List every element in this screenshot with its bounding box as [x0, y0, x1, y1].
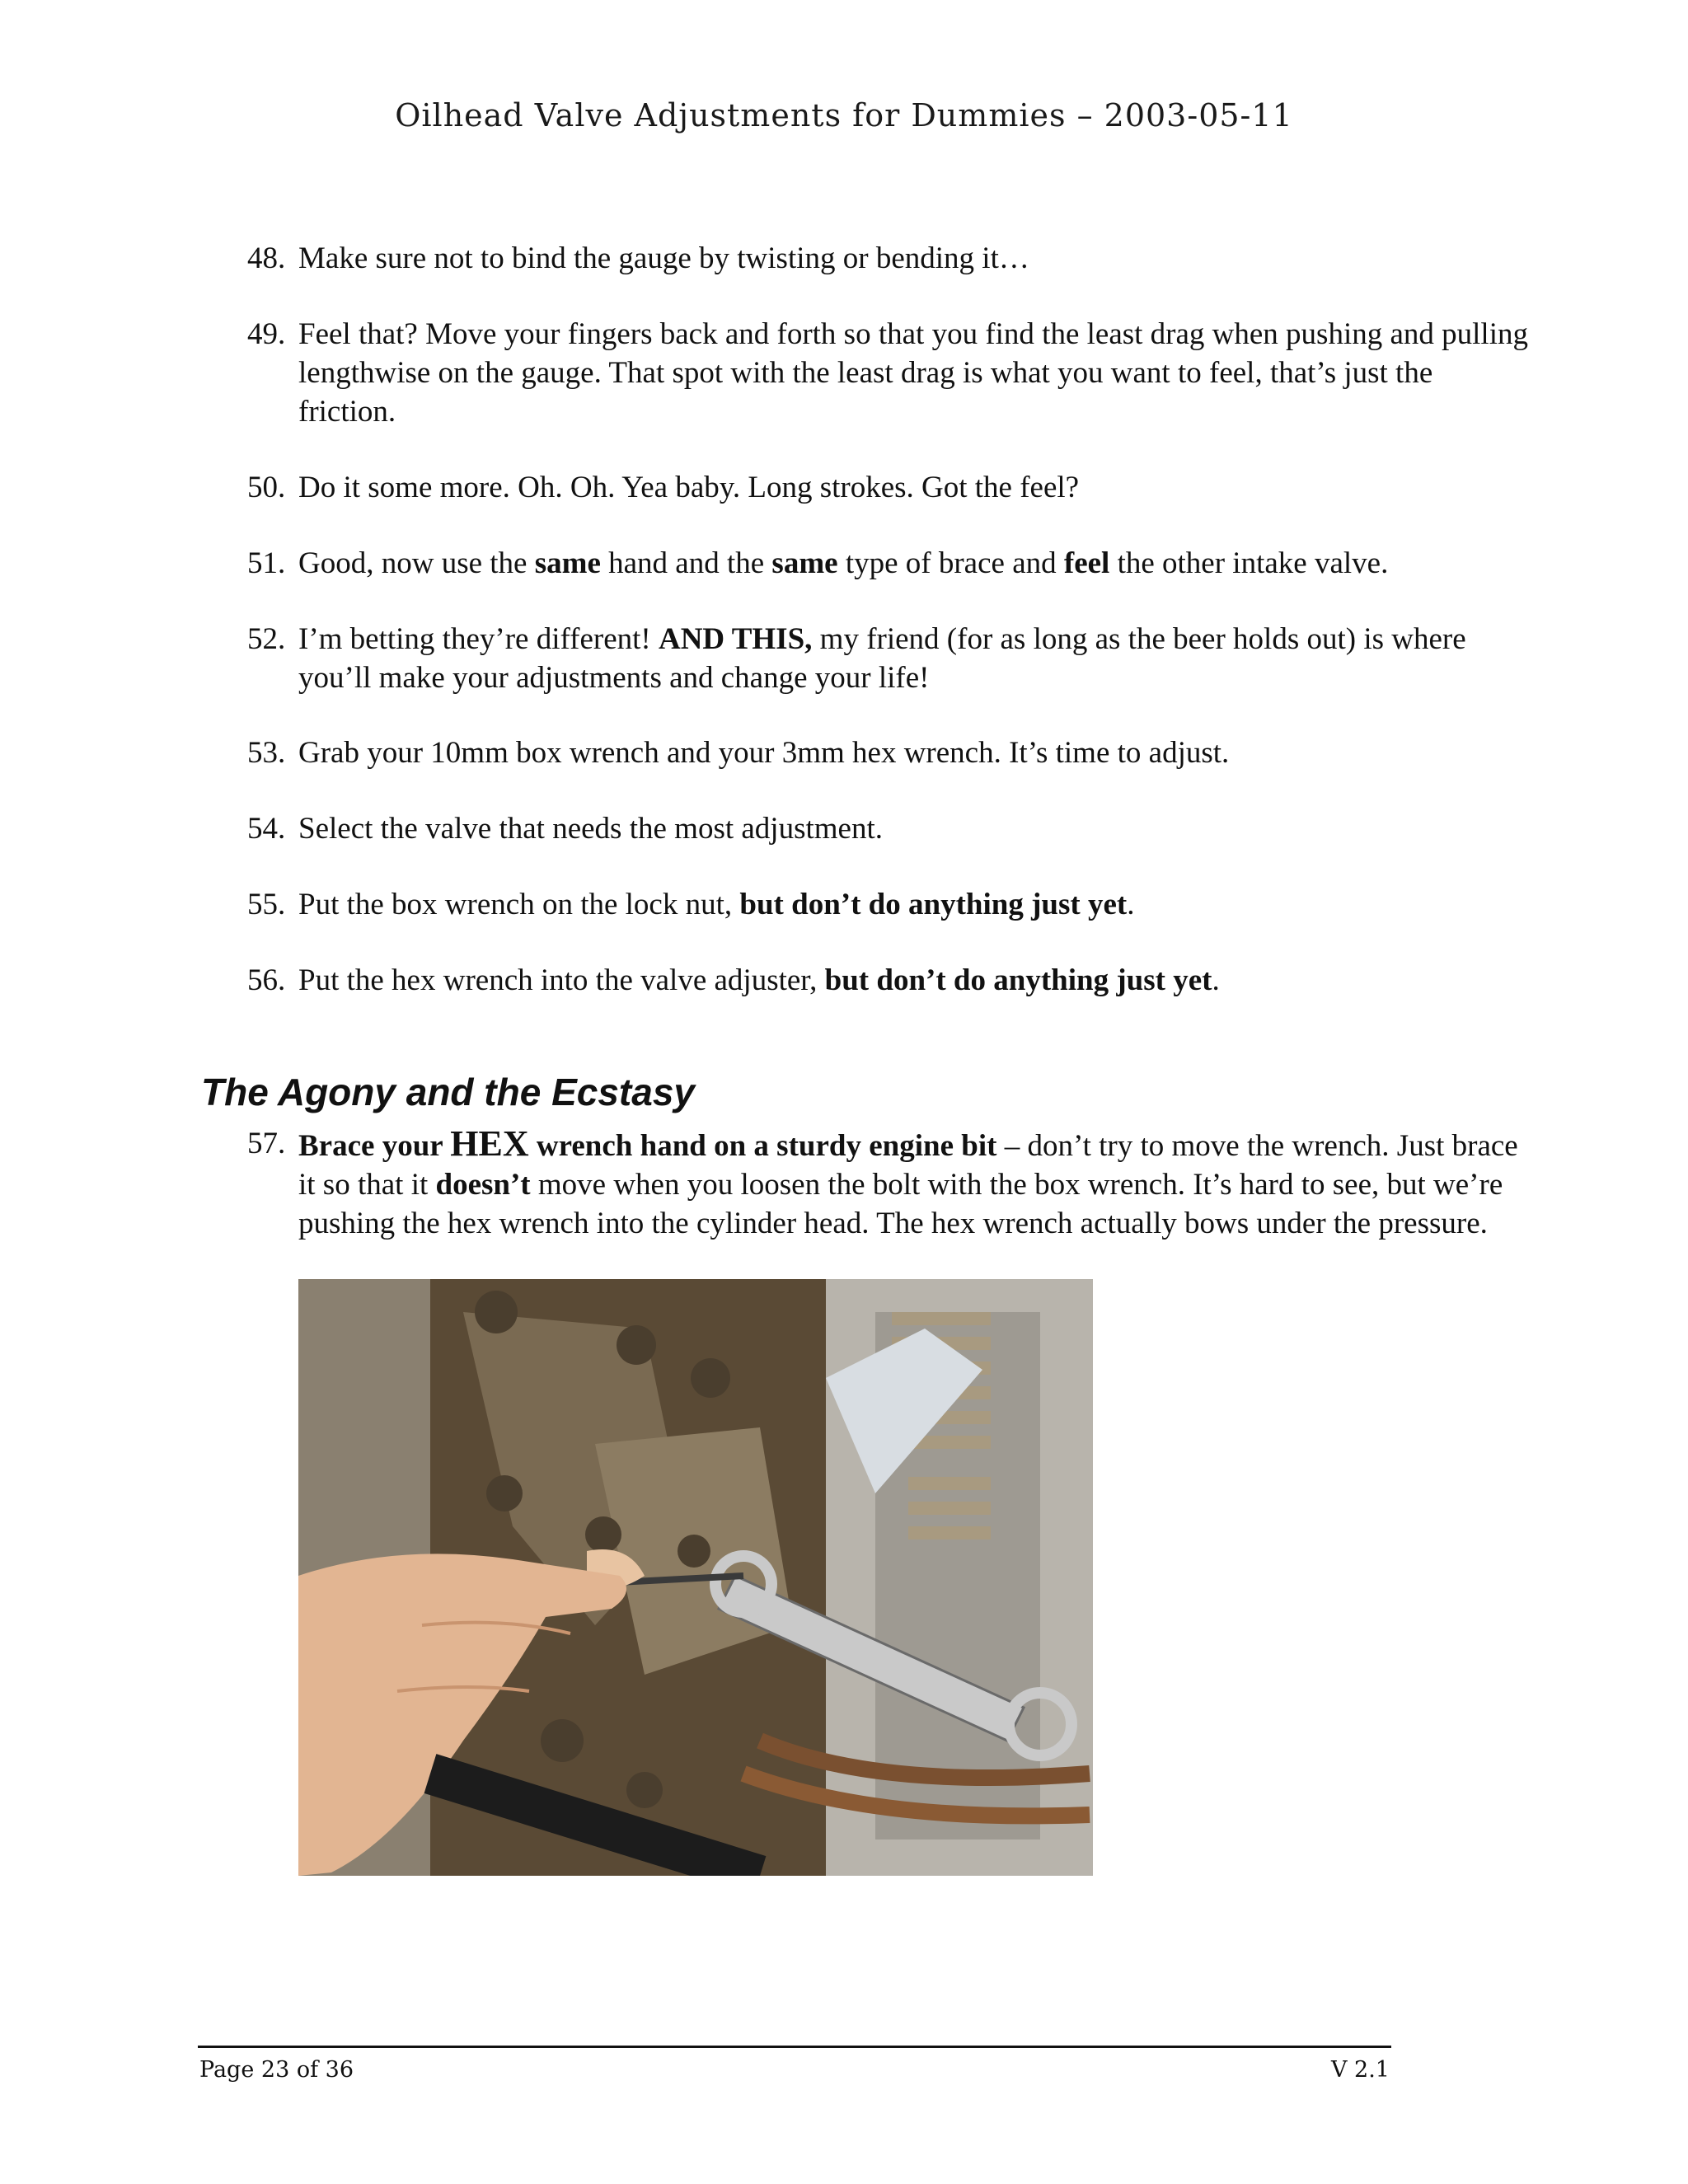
step-number: 54.	[247, 812, 286, 846]
step-number: 50.	[247, 471, 286, 504]
step-number: 48.	[247, 241, 286, 275]
emphasis: AND THIS,	[658, 622, 813, 656]
emphasis: doesn’t	[435, 1168, 531, 1202]
step-text: Select the valve that needs the most adjustment.	[298, 812, 883, 846]
footer-divider	[198, 2046, 1391, 2048]
emphasis: but don’t do anything just yet	[824, 963, 1212, 997]
step-text: Good, now use the same hand and the same type of brace and feel the other intake valve.	[298, 546, 1389, 580]
step-text: Feel that? Move your fingers back and forth so that you find the least drag when pushing and pulling lengthwise on the gauge. That spot with the least drag is what you want to feel, that’s just the friction.	[298, 317, 1528, 429]
step-number: 51.	[247, 546, 286, 580]
step-number: 49.	[247, 317, 286, 351]
step-number: 56.	[247, 963, 286, 997]
step-text: Put the hex wrench into the valve adjuster, but don’t do anything just yet.	[298, 963, 1220, 997]
step-number: 55.	[247, 888, 286, 921]
hex-emphasis: HEX	[450, 1123, 529, 1164]
step-number: 57.	[247, 1127, 286, 1160]
engine-photo	[298, 1279, 1093, 1876]
step-text: Put the box wrench on the lock nut, but don’t do anything just yet.	[298, 888, 1135, 921]
step-text: Brace your HEX wrench hand on a sturdy engine bit – don’t try to move the wrench. Just brace it so that it doesn’t move when you loosen the bolt with the box wrench. It’s hard to see, but we’re pushing the hex wrench into the cylinder head. The hex wrench actually bows under the pressure.	[298, 1123, 1518, 1240]
emphasis: same	[771, 546, 838, 580]
emphasis: but don’t do anything just yet	[739, 888, 1128, 921]
step-text: Grab your 10mm box wrench and your 3mm hex wrench. It’s time to adjust.	[298, 736, 1230, 770]
engine-photo-illustration	[298, 1279, 1093, 1876]
page-header: Oilhead Valve Adjustments for Dummies – 2003-05-11	[395, 97, 1293, 134]
step-text: Make sure not to bind the gauge by twisting or bending it…	[298, 241, 1029, 275]
section-title: The Agony and the Ecstasy	[201, 1071, 695, 1113]
document-version: V 2.1	[1330, 2057, 1390, 2083]
page-number: Page 23 of 36	[199, 2057, 354, 2083]
step-number: 52.	[247, 622, 286, 656]
step-text: Do it some more. Oh. Oh. Yea baby. Long strokes. Got the feel?	[298, 471, 1080, 504]
emphasis: feel	[1063, 546, 1110, 580]
emphasis: same	[534, 546, 601, 580]
step-text: I’m betting they’re different! AND THIS, my friend (for as long as the beer holds out) is where you’ll make your adjustments and change your life!	[298, 622, 1466, 695]
step-number: 53.	[247, 736, 286, 770]
